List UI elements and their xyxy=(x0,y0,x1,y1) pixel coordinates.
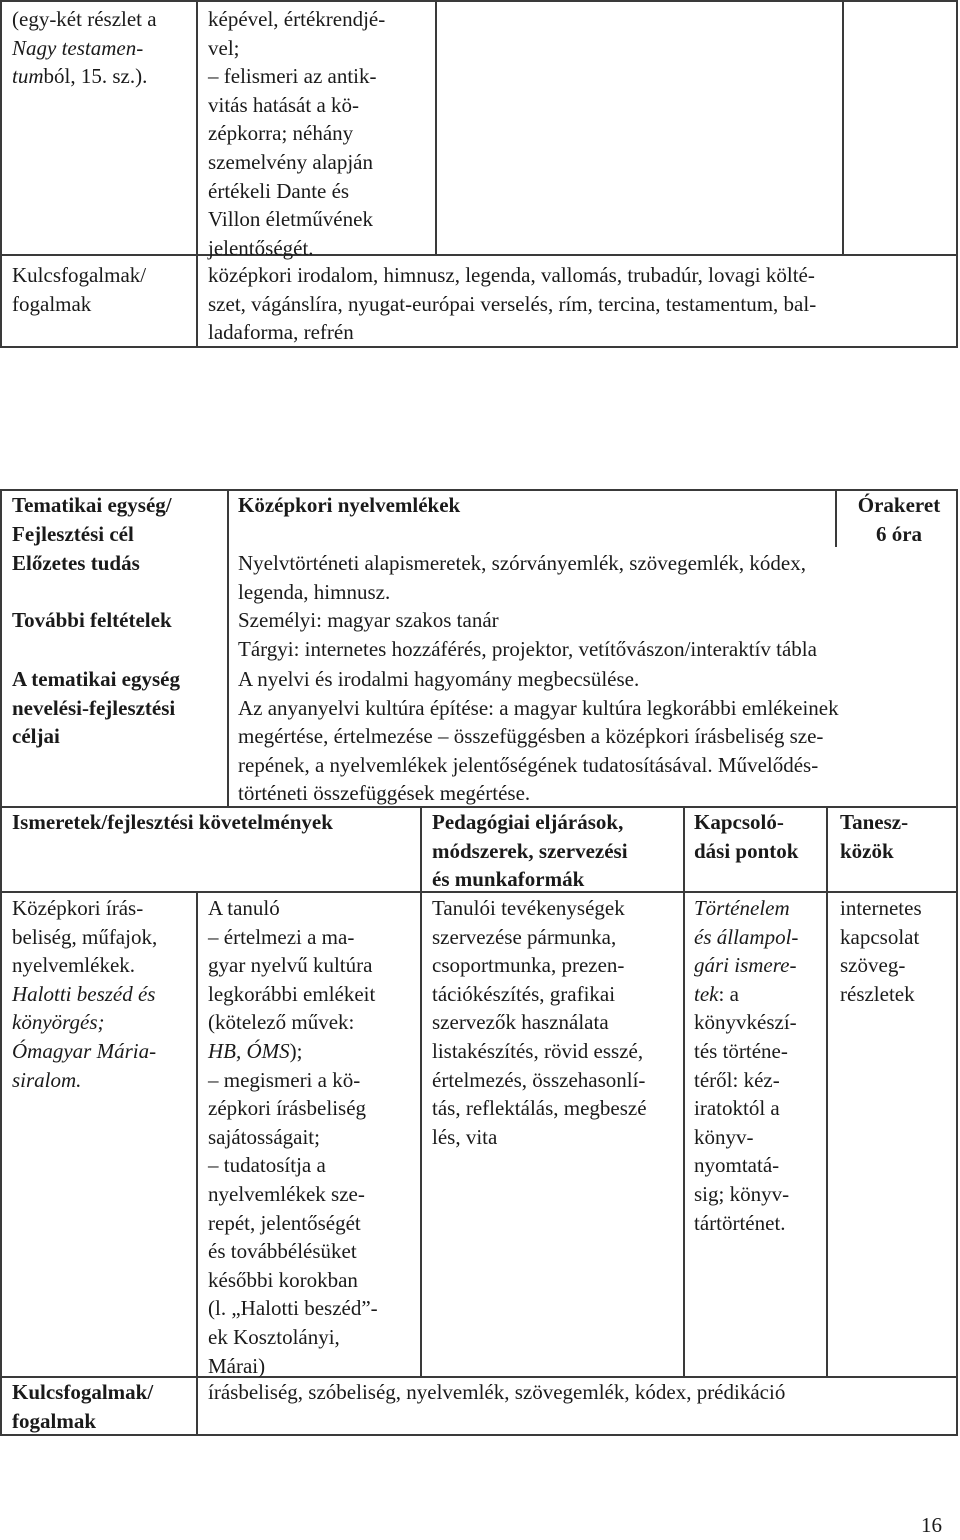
divider xyxy=(956,0,958,348)
text-line: – értelmezi a ma- xyxy=(208,924,355,949)
text-line: gyar nyelvű kultúra xyxy=(208,953,373,978)
text-line: könyvkészí- xyxy=(694,1010,797,1035)
keywords-content: írásbeliség, szóbeliség, nyelvemlék, szövegemlék, kódex, prédikáció xyxy=(208,1380,786,1404)
page-number: 16 xyxy=(921,1513,942,1537)
text-line: szervezők használata xyxy=(432,1010,609,1035)
text-line: legkorábbi emlékeit xyxy=(208,981,376,1006)
text-line: Ómagyar Mária- xyxy=(12,1038,157,1063)
text-line: repét, jelentőségét xyxy=(208,1210,361,1235)
text-line: Pedagógiai eljárások, xyxy=(432,810,624,834)
text-line: A tanuló xyxy=(208,896,280,920)
theme-title: Középkori nyelvemlékek xyxy=(238,493,461,517)
text-line: Kulcsfogalmak/ xyxy=(12,263,147,287)
text-line: Személyi: magyar szakos tanár xyxy=(238,608,499,632)
conditions-label: További feltételek xyxy=(12,608,172,632)
text-line: csoportmunka, prezen- xyxy=(432,953,625,978)
text-line: nyelvemlékek sze- xyxy=(208,1181,365,1206)
text-line: dási pontok xyxy=(694,838,799,863)
text-line: tártörténet. xyxy=(694,1210,786,1235)
keywords-content xyxy=(208,261,953,347)
text-line: vel; xyxy=(208,35,240,60)
text-line: zépkori írásbeliség xyxy=(208,1096,367,1121)
text-line: könyv- xyxy=(694,1124,754,1149)
divider xyxy=(196,0,198,348)
text-line: internetes xyxy=(840,896,922,920)
text-line: – felismeri az antik- xyxy=(208,64,377,89)
methods-cell xyxy=(432,894,647,1151)
text-line: sig; könyv- xyxy=(694,1181,790,1206)
hours-label: Órakeret xyxy=(857,493,941,517)
text-line: képével, értékrendjé- xyxy=(208,7,386,31)
text-line: Halotti beszéd és xyxy=(12,981,156,1006)
text-line: vitás hatását a kö- xyxy=(208,92,360,117)
divider xyxy=(0,0,958,2)
keywords-label xyxy=(12,1378,153,1435)
text-line: fogalmak xyxy=(12,291,92,316)
prior-content xyxy=(238,549,806,606)
text-line: és állampol- xyxy=(694,924,799,949)
text-line: tás, reflektálás, megbeszé xyxy=(432,1096,647,1121)
divider xyxy=(835,489,837,547)
text-line: Középkori írás- xyxy=(12,896,144,920)
text-line: történeti összefüggések megértése. xyxy=(238,781,531,806)
text-line: részletek xyxy=(840,981,915,1006)
requirements-cell xyxy=(208,5,432,262)
text-line: értelmezés, összehasonlí- xyxy=(432,1067,646,1092)
text-line: zépkorra; néhány xyxy=(208,121,354,146)
text-line: Tárgyi: internetes hozzáférés, projektor, vetítővászon/interaktív tábla xyxy=(238,636,817,661)
text-line: A nyelvi és irodalmi hagyomány megbecsülése. xyxy=(238,667,640,691)
goals-label xyxy=(12,665,180,751)
text-line: jelentőségét. xyxy=(208,235,314,260)
text-line: A tematikai egység xyxy=(12,667,180,691)
hours-cell xyxy=(845,491,953,548)
text-line: Fejlesztési cél xyxy=(12,521,134,546)
tools-cell xyxy=(840,894,922,1008)
text-line: Villon életművének xyxy=(208,207,373,232)
text-line: Márai) xyxy=(208,1353,266,1378)
text-line: középkori irodalom, himnusz, legenda, vallomás, trubadúr, lovagi költé- xyxy=(208,263,815,287)
text-line: tációkészítés, grafikai xyxy=(432,981,616,1006)
text-line: és továbbélésüket xyxy=(208,1239,357,1264)
divider xyxy=(0,254,958,256)
methods-header xyxy=(432,808,628,894)
divider xyxy=(826,806,828,1378)
text-line: iratoktól a xyxy=(694,1096,780,1121)
text-line: (l. „Halotti beszéd”- xyxy=(208,1296,378,1321)
text-line: szöveg- xyxy=(840,953,906,978)
keywords-label xyxy=(12,261,194,318)
conditions-content xyxy=(238,606,817,663)
text-line: nyelvemlékek. xyxy=(12,953,136,978)
text-line: Történelem xyxy=(694,896,790,920)
text-line: Nagy testamen- xyxy=(12,35,144,60)
divider xyxy=(0,489,2,1436)
text-line: értékeli Dante és xyxy=(208,178,350,203)
knowledge-cell xyxy=(12,894,157,1094)
text-line: tek: a xyxy=(694,981,739,1006)
requirements-header: Ismeretek/fejlesztési követelmények xyxy=(12,810,333,834)
text-line: szemelvény alapján xyxy=(208,149,374,174)
student-cell xyxy=(208,894,378,1380)
text-line: gári ismere- xyxy=(694,953,797,978)
text-line: fogalmak xyxy=(12,1408,96,1433)
goals-content xyxy=(238,665,839,808)
divider xyxy=(956,489,958,1436)
text-line: Tanulói tevékenységek xyxy=(432,896,625,920)
text-line: nevelési-fejlesztési xyxy=(12,695,176,720)
text-line: ek Kosztolányi, xyxy=(208,1324,340,1349)
text-line: siralom. xyxy=(12,1067,82,1092)
text-line: Nyelvtörténeti alapismeretek, szórványemlék, szövegemlék, kódex, xyxy=(238,551,806,575)
text-line: Kulcsfogalmak/ xyxy=(12,1380,154,1404)
text-line: Kapcsoló- xyxy=(694,810,784,834)
text-line: közök xyxy=(840,838,894,863)
text-line: szervezése pármunka, xyxy=(432,924,617,949)
text-line: megértése, értelmezése – összefüggésben a középkori írásbeliség sze- xyxy=(238,724,824,749)
text-line: (kötelező művek: xyxy=(208,1010,355,1035)
text-line: lés, vita xyxy=(432,1124,498,1149)
divider xyxy=(420,806,422,1378)
text-line: Tematikai egység/ xyxy=(12,493,172,517)
text-line: ladaforma, refrén xyxy=(208,320,354,345)
text-line: módszerek, szervezési xyxy=(432,838,628,863)
text-line: tumból, 15. sz.). xyxy=(12,64,148,89)
divider xyxy=(435,0,437,255)
links-cell xyxy=(694,894,798,1237)
text-line: – megismeri a kö- xyxy=(208,1067,361,1092)
divider xyxy=(196,891,198,1436)
text-line: repének, a nyelvemlékek jelentőségének tudatosításával. Művelődés- xyxy=(238,752,819,777)
divider xyxy=(683,806,685,1378)
text-line: sajátosságait; xyxy=(208,1124,320,1149)
prior-label: Előzetes tudás xyxy=(12,551,140,575)
text-line: és munkaformák xyxy=(432,867,585,892)
text-line: listakészítés, rövid esszé, xyxy=(432,1038,644,1063)
text-line: (egy-két részlet a xyxy=(12,7,157,31)
divider xyxy=(227,489,229,808)
text-line: nyomtatá- xyxy=(694,1153,780,1178)
text-line: legenda, himnusz. xyxy=(238,579,391,604)
text-line: – tudatosítja a xyxy=(208,1153,326,1178)
hours-value: 6 óra xyxy=(875,521,923,546)
links-header xyxy=(694,808,798,865)
text-line: HB, ÓMS); xyxy=(208,1038,303,1063)
divider xyxy=(842,0,844,255)
tools-header xyxy=(840,808,908,865)
text-line: Az anyanyelvi kultúra építése: a magyar kultúra legkorábbi emlékeinek xyxy=(238,695,839,720)
source-cell xyxy=(12,5,194,91)
text-line: tés történe- xyxy=(694,1038,788,1063)
text-line: kapcsolat xyxy=(840,924,920,949)
text-line: Tanesz- xyxy=(840,810,909,834)
text-line: téről: kéz- xyxy=(694,1067,780,1092)
theme-label xyxy=(12,491,224,548)
text-line: későbbi korokban xyxy=(208,1267,358,1292)
divider xyxy=(0,0,2,348)
text-line: céljai xyxy=(12,724,60,749)
text-line: könyörgés; xyxy=(12,1010,105,1035)
text-line: beliség, műfajok, xyxy=(12,924,158,949)
text-line: szet, vágánslíra, nyugat-európai verselés, rím, tercina, testamentum, bal- xyxy=(208,291,817,316)
